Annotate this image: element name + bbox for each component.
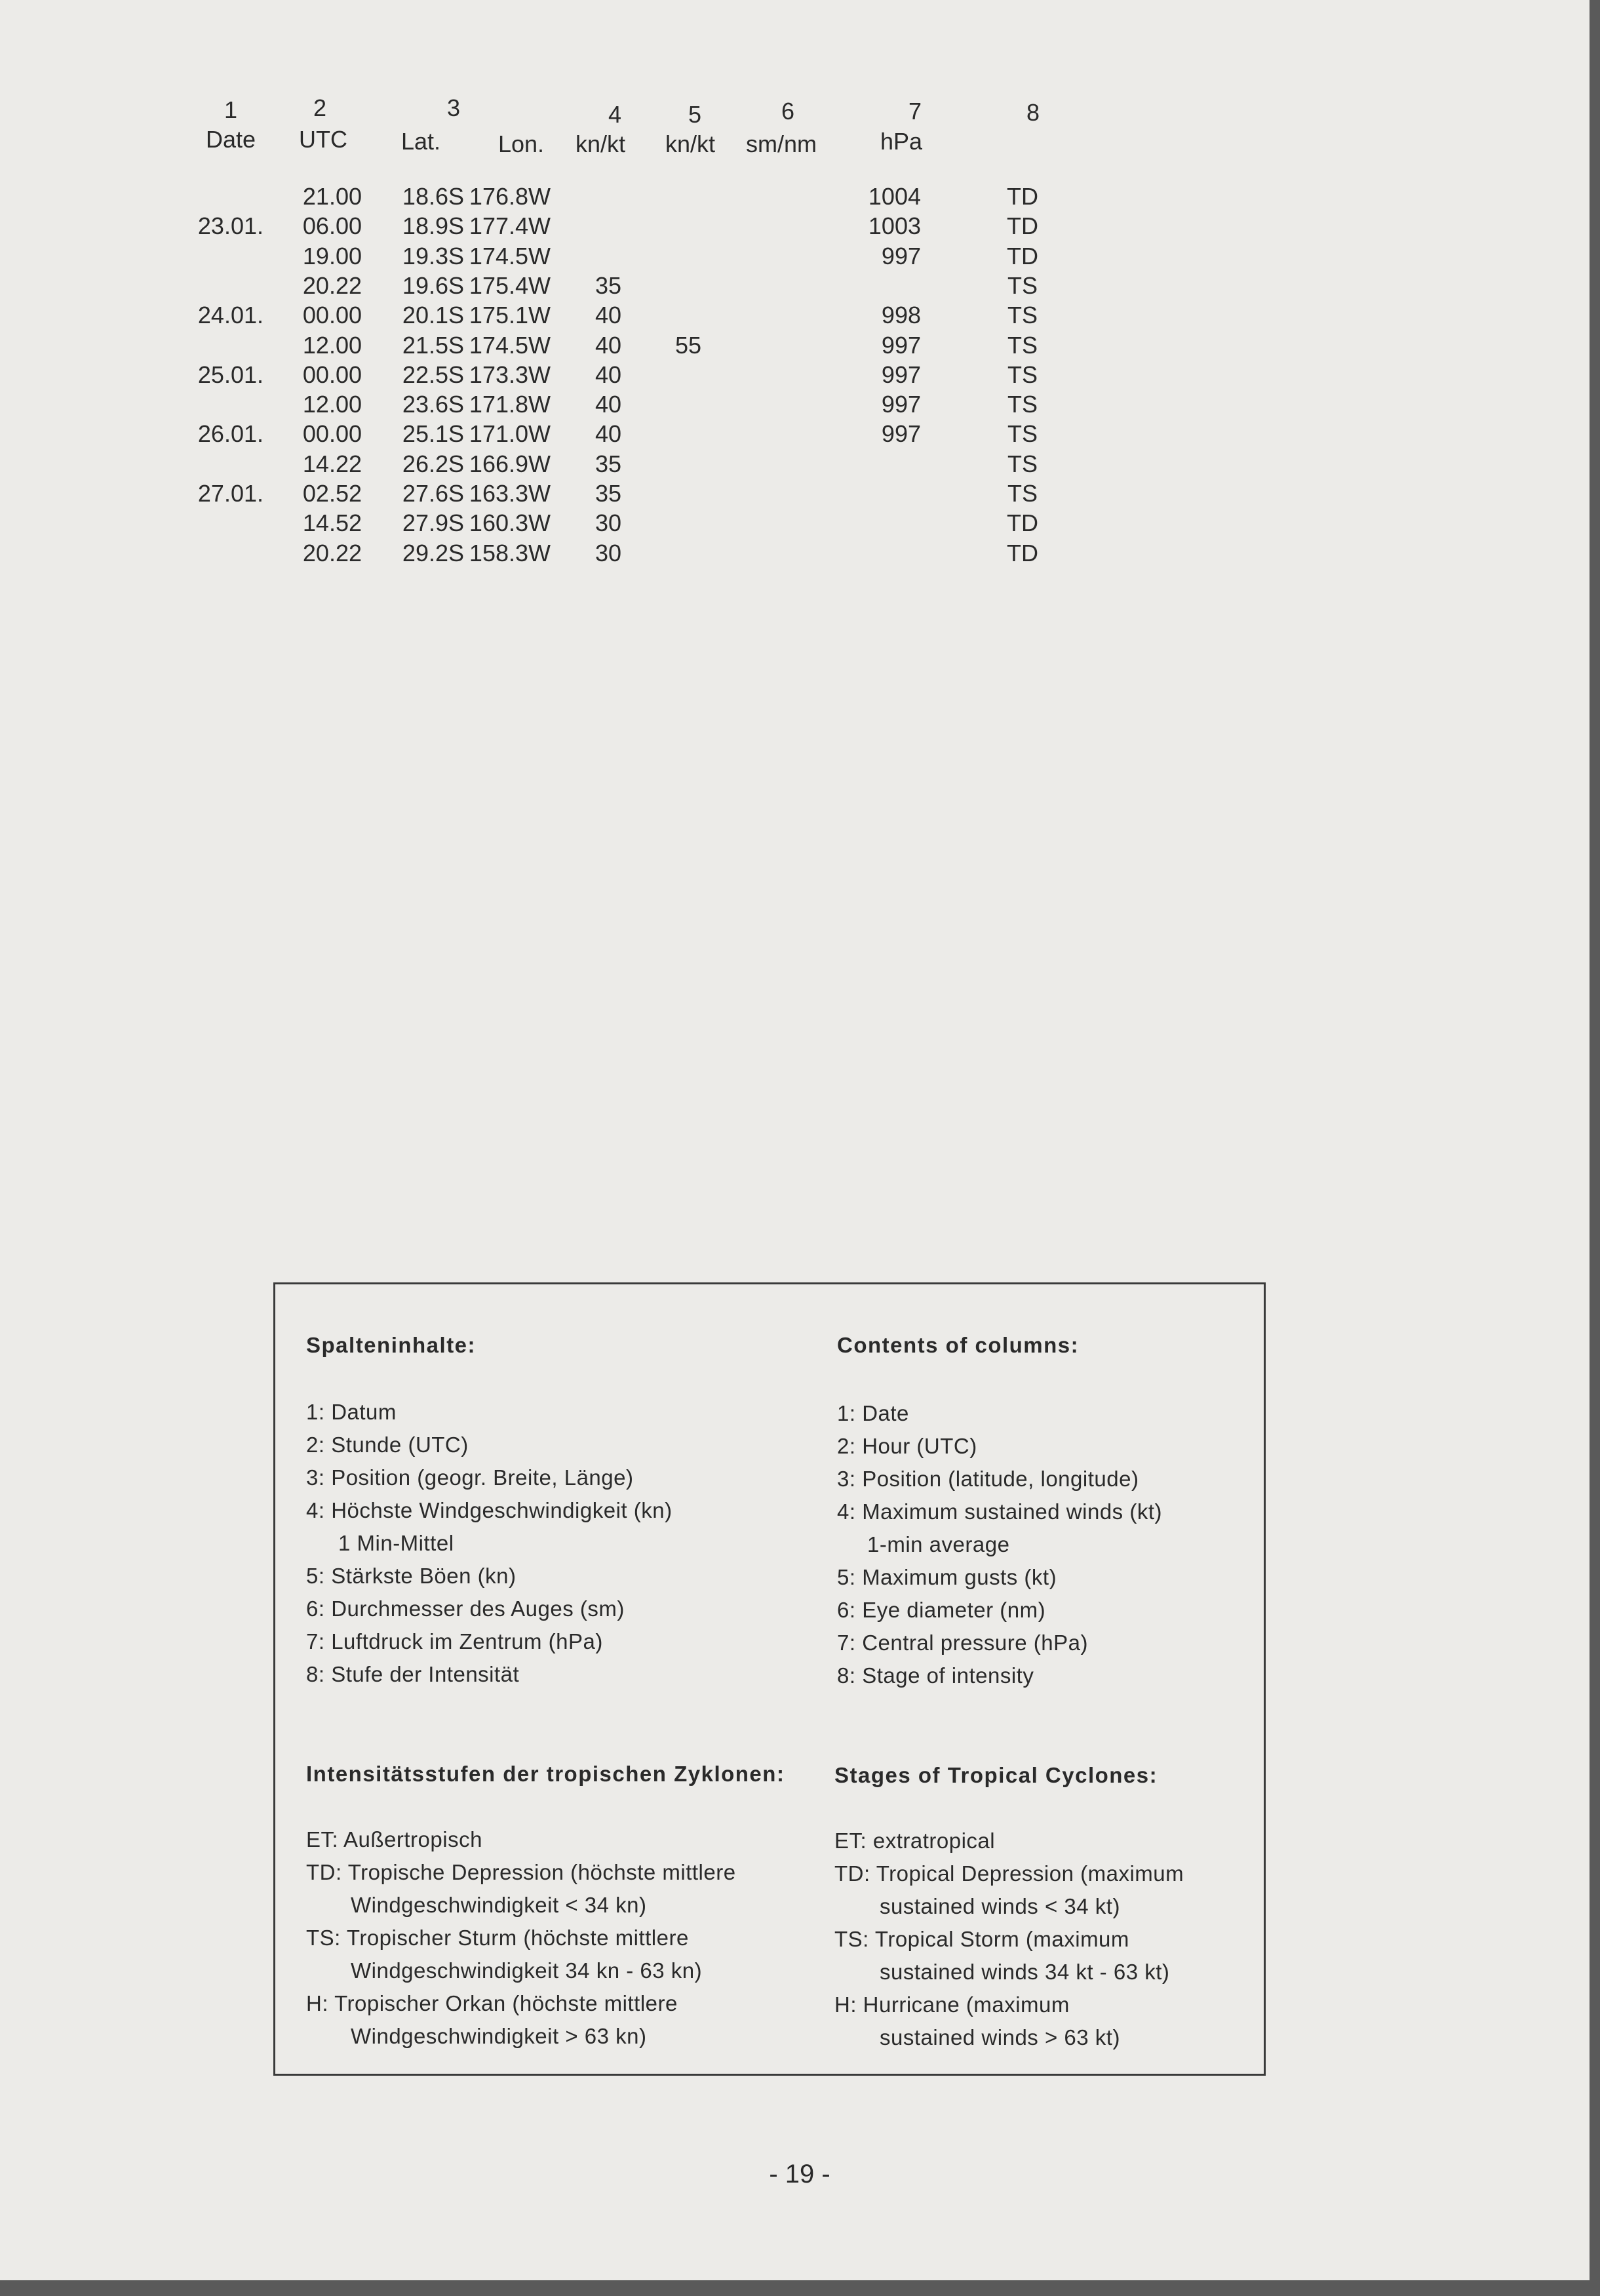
- legend-column-item-de: 4: Höchste Windgeschwindigkeit (kn): [306, 1498, 673, 1522]
- cell-wind: 40: [595, 302, 622, 328]
- cell-wind: 40: [595, 391, 622, 418]
- legend-column-item-en: 2: Hour (UTC): [837, 1434, 977, 1458]
- cell-utc: 12.00: [302, 332, 362, 359]
- cell-pressure: 998: [881, 302, 921, 328]
- cell-stage: TD: [1007, 243, 1038, 269]
- col-header-utc: UTC: [299, 126, 347, 153]
- legend-stage-item-de: Windgeschwindigkeit 34 kn - 63 kn): [351, 1958, 703, 1983]
- legend-stage-item-de: TS: Tropischer Sturm (höchste mittlere: [306, 1926, 689, 1950]
- cell-lat: 25.1S: [402, 420, 464, 447]
- cell-lat: 22.5S: [402, 361, 464, 388]
- page-number: - 19 -: [769, 2160, 830, 2188]
- legend-column-item-en: 6: Eye diameter (nm): [837, 1598, 1046, 1622]
- col-number-5: 5: [688, 101, 702, 128]
- cell-lon: 158.3W: [469, 540, 551, 566]
- cell-stage: TS: [1007, 272, 1038, 299]
- cell-date: 27.01.: [197, 480, 263, 507]
- col-header-gust: kn/kt: [665, 130, 716, 157]
- cell-utc: 20.22: [302, 272, 362, 299]
- legend-column-item-en: 1-min average: [867, 1532, 1010, 1556]
- legend-column-item-de: 6: Durchmesser des Auges (sm): [306, 1596, 625, 1621]
- legend-column-item-de: 8: Stufe der Intensität: [306, 1662, 520, 1686]
- cell-lon: 171.0W: [469, 420, 551, 447]
- cell-utc: 12.00: [302, 391, 362, 418]
- legend-stage-item-en: TD: Tropical Depression (maximum: [834, 1861, 1184, 1886]
- legend-stage-item-en: ET: extratropical: [834, 1829, 996, 1853]
- legend-stage-item-en: sustained winds 34 kt - 63 kt): [880, 1960, 1170, 1984]
- col-number-7: 7: [908, 98, 922, 125]
- col-header-wind: kn/kt: [575, 130, 626, 157]
- cell-stage: TS: [1007, 450, 1038, 477]
- legend-column-item-de: 7: Luftdruck im Zentrum (hPa): [306, 1629, 603, 1653]
- col-header-eye: sm/nm: [746, 130, 817, 157]
- cell-lat: 27.9S: [402, 509, 464, 536]
- cell-stage: TD: [1007, 183, 1038, 210]
- cell-wind: 35: [595, 450, 622, 477]
- cell-lat: 26.2S: [402, 450, 464, 477]
- cell-lon: 174.5W: [469, 332, 551, 359]
- legend-column-item-de: 1: Datum: [306, 1400, 397, 1424]
- legend-stage-item-en: TS: Tropical Storm (maximum: [834, 1927, 1129, 1951]
- cell-lat: 21.5S: [402, 332, 464, 359]
- cell-wind: 30: [595, 540, 622, 566]
- col-number-1: 1: [224, 96, 238, 123]
- cell-lat: 27.6S: [402, 480, 464, 507]
- cell-lon: 175.4W: [469, 272, 551, 299]
- cell-wind: 35: [595, 480, 622, 507]
- legend-column-item-en: 5: Maximum gusts (kt): [837, 1565, 1057, 1589]
- cell-utc: 00.00: [302, 420, 362, 447]
- cell-utc: 14.22: [302, 450, 362, 477]
- cell-pressure: 997: [881, 243, 921, 269]
- col-number-6: 6: [781, 98, 795, 125]
- cell-lat: 20.1S: [402, 302, 464, 328]
- col-header-lat: Lat.: [400, 128, 441, 155]
- cell-stage: TS: [1007, 480, 1038, 507]
- cell-lon: 173.3W: [469, 361, 551, 388]
- cell-utc: 19.00: [302, 243, 362, 269]
- cell-date: 23.01.: [197, 212, 263, 239]
- cell-stage: TD: [1007, 212, 1038, 239]
- cell-lat: 19.6S: [402, 272, 464, 299]
- cell-wind: 35: [595, 272, 622, 299]
- cell-utc: 14.52: [302, 509, 362, 536]
- cell-utc: 06.00: [302, 212, 362, 239]
- col-number-8: 8: [1026, 99, 1040, 126]
- cell-pressure: 1003: [868, 212, 921, 239]
- cell-utc: 21.00: [302, 183, 362, 210]
- legend-columns-title-en: Contents of columns:: [837, 1333, 1080, 1357]
- legend-stage-item-en: sustained winds > 63 kt): [880, 2025, 1120, 2049]
- cell-date: 24.01.: [197, 302, 263, 328]
- col-header-date: Date: [205, 126, 256, 153]
- cell-lon: 177.4W: [469, 212, 551, 239]
- legend-column-item-en: 3: Position (latitude, longitude): [837, 1467, 1139, 1491]
- cell-pressure: 997: [881, 420, 921, 447]
- cell-date: 25.01.: [197, 361, 263, 388]
- legend-stage-item-en: H: Hurricane (maximum: [834, 1992, 1070, 2017]
- cell-wind: 30: [595, 509, 622, 536]
- cell-lon: 163.3W: [469, 480, 551, 507]
- cell-lat: 18.9S: [402, 212, 464, 239]
- cell-lon: 166.9W: [469, 450, 551, 477]
- cell-stage: TD: [1007, 540, 1038, 566]
- col-header-pressure: hPa: [880, 128, 923, 155]
- col-number-2: 2: [313, 94, 327, 121]
- legend-column-item-de: 1 Min-Mittel: [338, 1531, 454, 1555]
- cell-stage: TS: [1007, 302, 1038, 328]
- cell-lat: 18.6S: [402, 183, 464, 210]
- legend-columns-title-de: Spalteninhalte:: [306, 1333, 477, 1357]
- cell-utc: 00.00: [302, 361, 362, 388]
- cell-lon: 174.5W: [469, 243, 551, 269]
- legend-stages-title-en: Stages of Tropical Cyclones:: [834, 1763, 1158, 1787]
- cell-pressure: 1004: [868, 183, 921, 210]
- cell-pressure: 997: [881, 332, 921, 359]
- legend-stage-item-de: H: Tropischer Orkan (höchste mittlere: [306, 1991, 678, 2015]
- cell-wind: 40: [595, 332, 622, 359]
- cell-gust: 55: [674, 332, 702, 359]
- cell-lon: 160.3W: [469, 509, 551, 536]
- legend-column-item-en: 4: Maximum sustained winds (kt): [837, 1499, 1162, 1524]
- cell-lat: 23.6S: [402, 391, 464, 418]
- legend-column-item-en: 8: Stage of intensity: [837, 1663, 1034, 1688]
- legend-column-item-de: 3: Position (geogr. Breite, Länge): [306, 1465, 634, 1490]
- col-header-lon: Lon.: [498, 130, 545, 157]
- cell-lon: 175.1W: [469, 302, 551, 328]
- cell-stage: TS: [1007, 420, 1038, 447]
- legend-column-item-en: 1: Date: [837, 1401, 909, 1425]
- cell-lon: 176.8W: [469, 183, 551, 210]
- col-number-4: 4: [608, 101, 622, 128]
- legend-stage-item-de: Windgeschwindigkeit > 63 kn): [351, 2024, 647, 2048]
- legend-stages-title-de: Intensitätsstufen der tropischen Zyklonen:: [306, 1762, 785, 1786]
- legend-stage-item-en: sustained winds < 34 kt): [880, 1894, 1120, 1918]
- cell-date: 26.01.: [197, 420, 263, 447]
- cell-utc: 00.00: [302, 302, 362, 328]
- cell-utc: 02.52: [302, 480, 362, 507]
- cell-wind: 40: [595, 361, 622, 388]
- legend-stage-item-de: TD: Tropische Depression (höchste mittlere: [306, 1860, 736, 1884]
- cell-wind: 40: [595, 420, 622, 447]
- cell-pressure: 997: [881, 391, 921, 418]
- col-number-3: 3: [446, 94, 461, 121]
- cell-utc: 20.22: [302, 540, 362, 566]
- cell-stage: TD: [1007, 509, 1038, 536]
- cell-lat: 19.3S: [402, 243, 464, 269]
- legend-column-item-de: 5: Stärkste Böen (kn): [306, 1564, 517, 1588]
- cell-stage: TS: [1007, 391, 1038, 418]
- legend-stage-item-de: ET: Außertropisch: [306, 1827, 482, 1851]
- cell-stage: TS: [1007, 332, 1038, 359]
- cell-pressure: 997: [881, 361, 921, 388]
- cell-stage: TS: [1007, 361, 1038, 388]
- legend-stage-item-de: Windgeschwindigkeit < 34 kn): [351, 1893, 647, 1917]
- legend-column-item-de: 2: Stunde (UTC): [306, 1433, 469, 1457]
- cell-lat: 29.2S: [402, 540, 464, 566]
- legend-box: [273, 1282, 1266, 2076]
- legend-column-item-en: 7: Central pressure (hPa): [837, 1631, 1088, 1655]
- cell-lon: 171.8W: [469, 391, 551, 418]
